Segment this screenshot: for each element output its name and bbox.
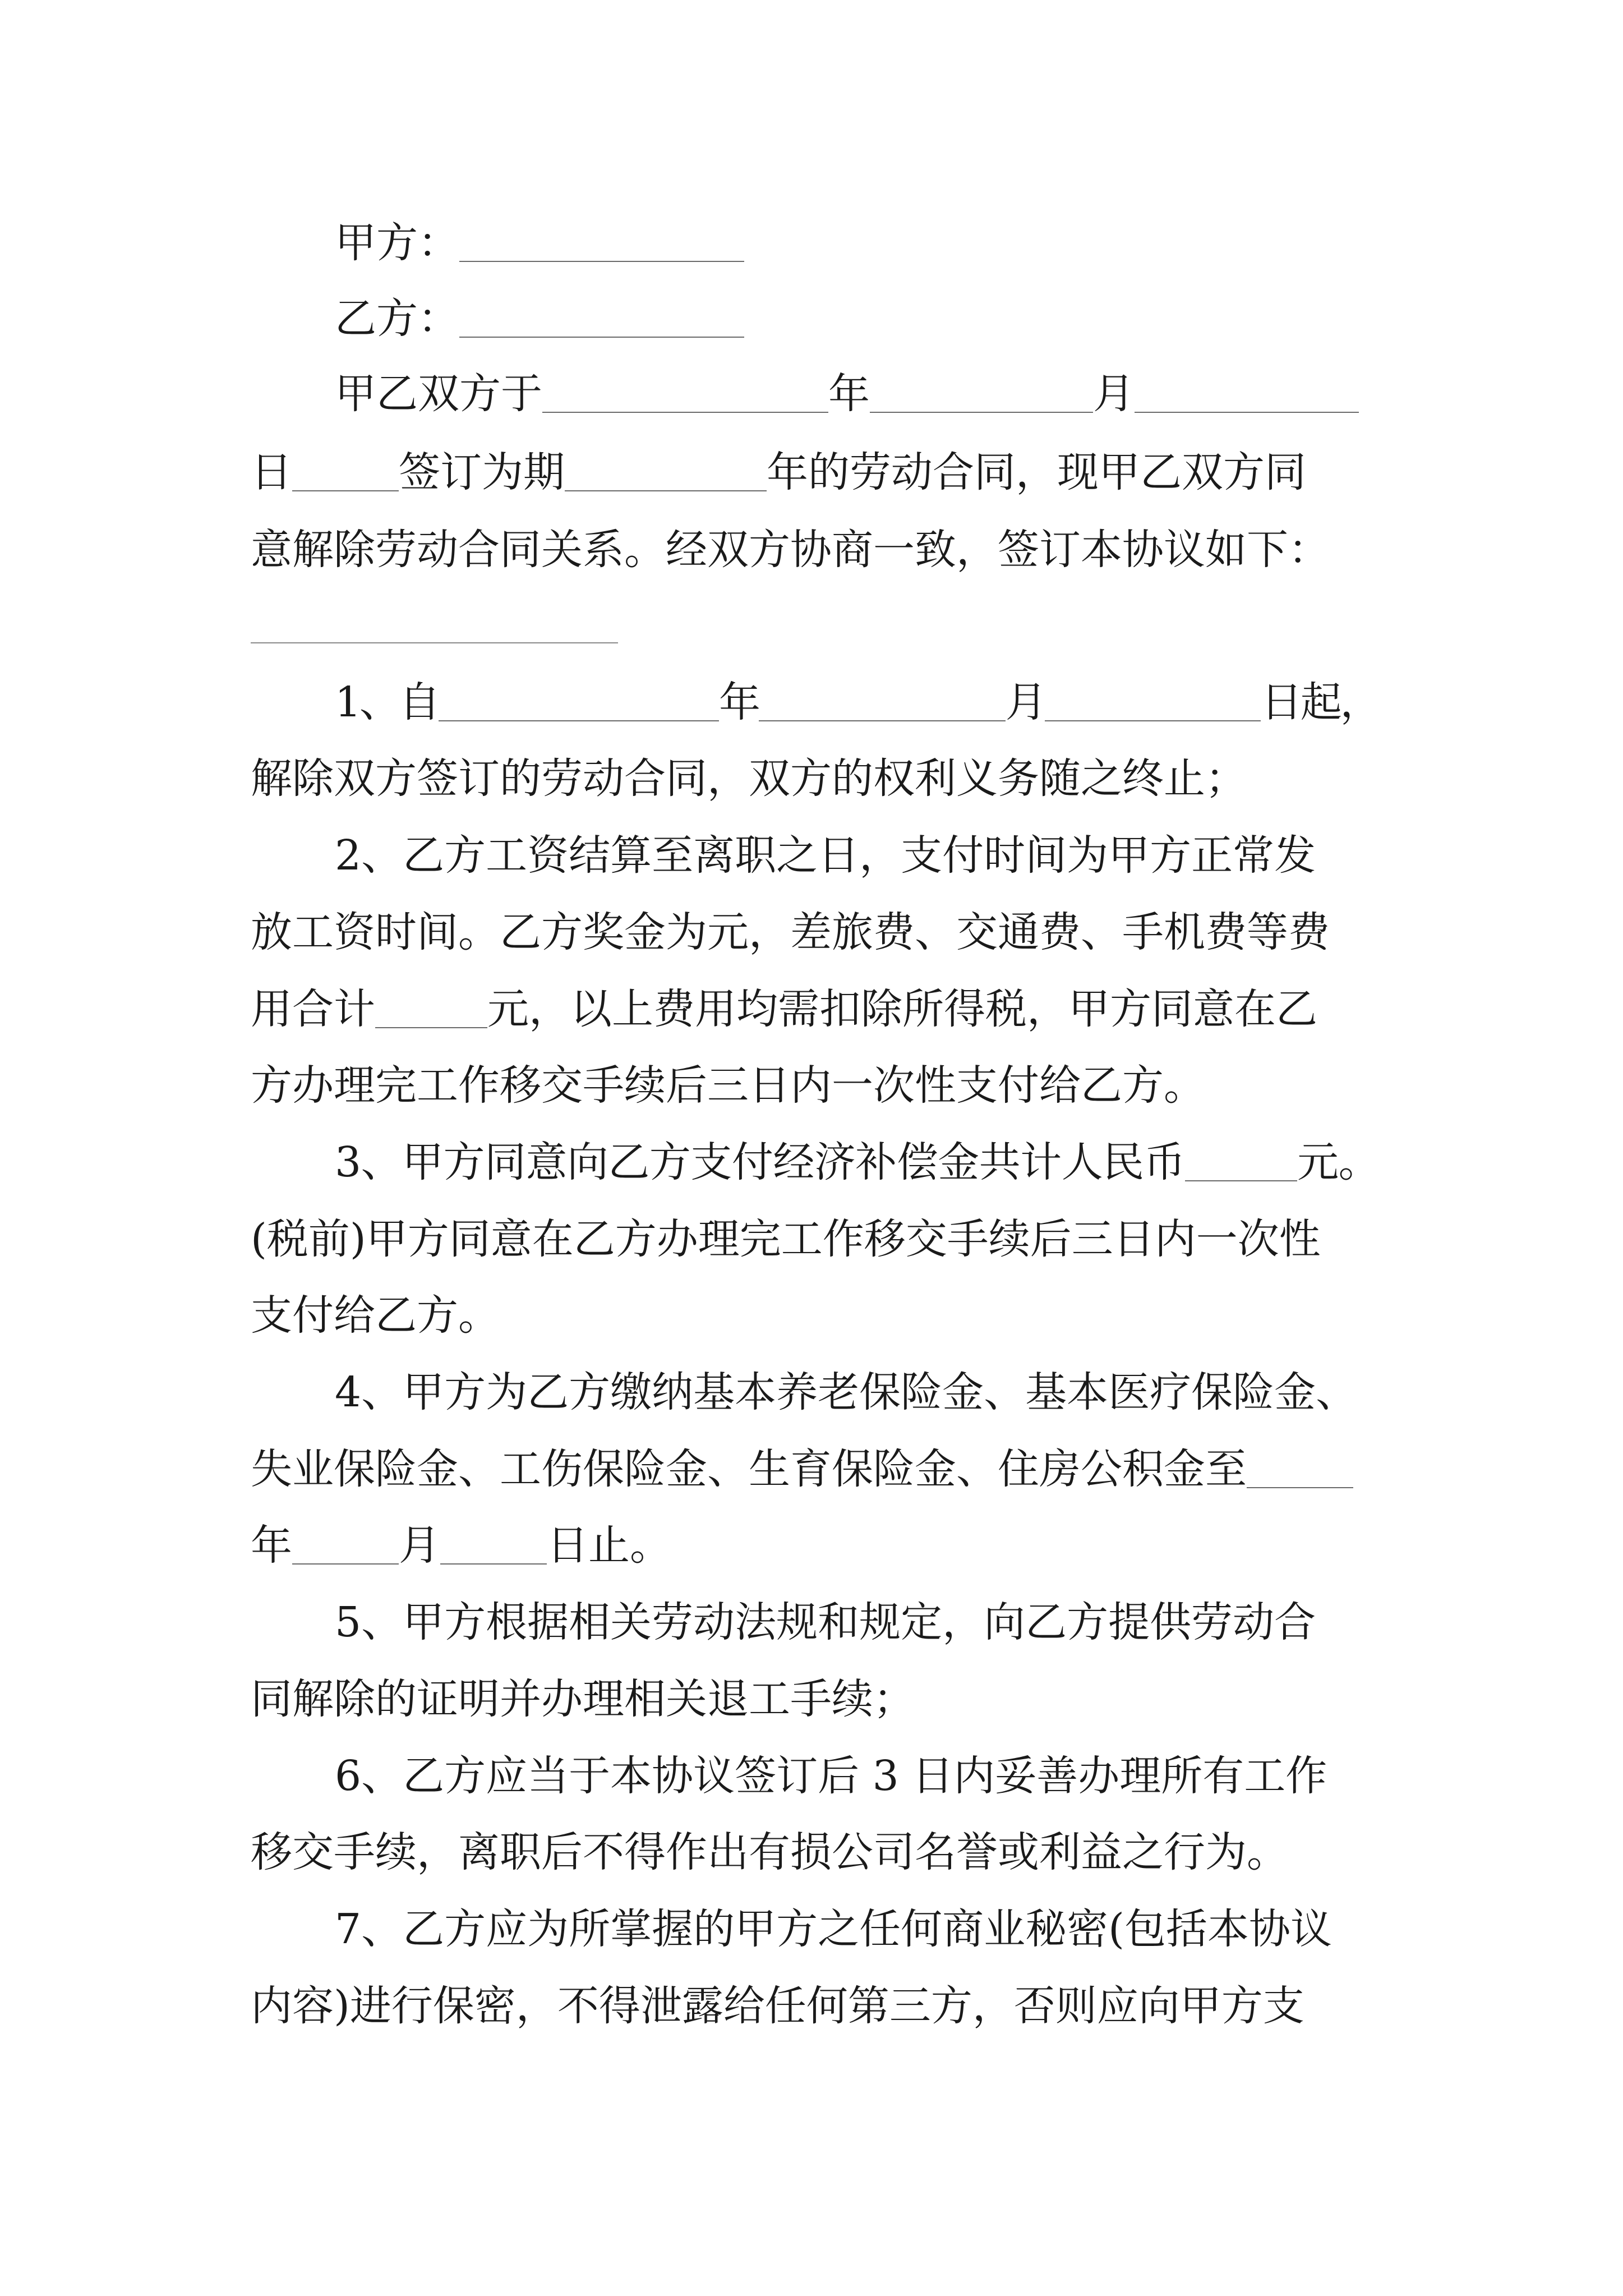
intro-text: 甲乙双方于 xyxy=(335,370,542,418)
day-label: 日 xyxy=(251,448,292,496)
clause-1-day-blank[interactable] xyxy=(1045,681,1261,721)
sign-year-blank[interactable] xyxy=(542,372,828,413)
clause-4-day-label: 日止。 xyxy=(547,1521,671,1570)
clause-1-line-1 xyxy=(335,674,1380,730)
term-years-blank[interactable] xyxy=(565,451,767,491)
clause-2-amount-blank[interactable] xyxy=(375,988,487,1028)
clause-4-month-blank[interactable] xyxy=(292,1524,399,1565)
intro-line-1 xyxy=(335,366,1359,422)
clause-4-year-blank[interactable] xyxy=(1247,1448,1353,1488)
clause-2-line-1: 2、乙方工资结算至离职之日，支付时间为甲方正常发 xyxy=(335,831,1316,880)
clause-7-line-1: 7、乙方应为所掌握的甲方之任何商业秘密(包括本协议 xyxy=(335,1905,1332,1953)
clause-6-line-1: 6、乙方应当于本协议签订后 3 日内妥善办理所有工作 xyxy=(335,1752,1327,1800)
sign-month-blank[interactable] xyxy=(870,372,1093,413)
term-text: 签订为期 xyxy=(399,448,565,496)
party-b-label: 乙方： xyxy=(335,295,459,343)
clause-3-amount-blank[interactable] xyxy=(1185,1141,1297,1181)
clause-3-line-2: (税前)甲方同意在乙方办理完工作移交手续后三日内一次性 xyxy=(251,1215,1321,1263)
clause-4-month-label: 月 xyxy=(399,1521,440,1570)
clause-1-line-2: 解除双方签订的劳动合同，双方的权利义务随之终止； xyxy=(251,754,1247,803)
year-label: 年 xyxy=(828,370,870,418)
clause-4-line-2 xyxy=(251,1441,1353,1497)
clause-5-line-2: 同解除的证明并办理相关退工手续； xyxy=(251,1675,915,1723)
contract-text: 年的劳动合同，现甲乙双方同 xyxy=(767,448,1306,496)
intro-line-3: 意解除劳动合同关系。经双方协商一致，签订本协议如下： xyxy=(251,526,1330,574)
clause-3-line-3: 支付给乙方。 xyxy=(251,1291,500,1340)
clause-4-text: 失业保险金、工伤保险金、生育保险金、住房公积金至 xyxy=(251,1445,1247,1493)
clause-4-line-1: 4、甲方为乙方缴纳基本养老保险金、基本医疗保险金、 xyxy=(335,1368,1358,1416)
clause-1-month-blank[interactable] xyxy=(759,681,1006,721)
clause-2-line-3 xyxy=(251,981,1317,1037)
intro-line-2 xyxy=(251,444,1306,500)
clause-4-year-label: 年 xyxy=(251,1521,292,1570)
clause-5-line-1: 5、甲方根据相关劳动法规和规定，向乙方提供劳动合 xyxy=(335,1598,1316,1646)
clause-7-line-2: 内容)进行保密，不得泄露给任何第三方，否则应向甲方支 xyxy=(251,1982,1304,2030)
party-b-blank[interactable] xyxy=(459,297,744,338)
clause-1-month-label: 月 xyxy=(1005,678,1045,726)
clause-2-line-4: 方办理完工作移交手续后三日内一次性支付给乙方。 xyxy=(251,1061,1205,1110)
month-label: 月 xyxy=(1093,370,1135,418)
clause-2-total-label: 用合计 xyxy=(251,985,375,1033)
clause-3-line-1 xyxy=(335,1134,1380,1190)
day-blank[interactable] xyxy=(292,451,399,491)
separator-line xyxy=(251,642,618,643)
party-b-line xyxy=(335,291,744,347)
clause-3-unit: 元。 xyxy=(1297,1138,1380,1186)
party-a-blank[interactable] xyxy=(459,222,744,262)
clause-4-day-blank[interactable] xyxy=(440,1524,547,1565)
clause-1-year-label: 年 xyxy=(718,678,759,726)
clause-2-total-text: 元，以上费用均需扣除所得税，甲方同意在乙 xyxy=(487,985,1317,1033)
clause-1-prefix: 1、自 xyxy=(335,678,439,726)
clause-6-line-2: 移交手续，离职后不得作出有损公司名誉或利益之行为。 xyxy=(251,1828,1288,1876)
clause-1-day-label: 日起， xyxy=(1261,678,1380,726)
party-a-label: 甲方： xyxy=(335,219,459,267)
clause-2-line-2: 放工资时间。乙方奖金为元，差旅费、交通费、手机费等费 xyxy=(251,908,1330,956)
clause-4-line-3 xyxy=(251,1517,671,1573)
clause-1-year-blank[interactable] xyxy=(439,681,719,721)
sign-day-blank[interactable] xyxy=(1135,372,1359,413)
party-a-line xyxy=(335,215,744,271)
clause-3-text: 3、甲方同意向乙方支付经济补偿金共计人民币 xyxy=(335,1138,1186,1186)
